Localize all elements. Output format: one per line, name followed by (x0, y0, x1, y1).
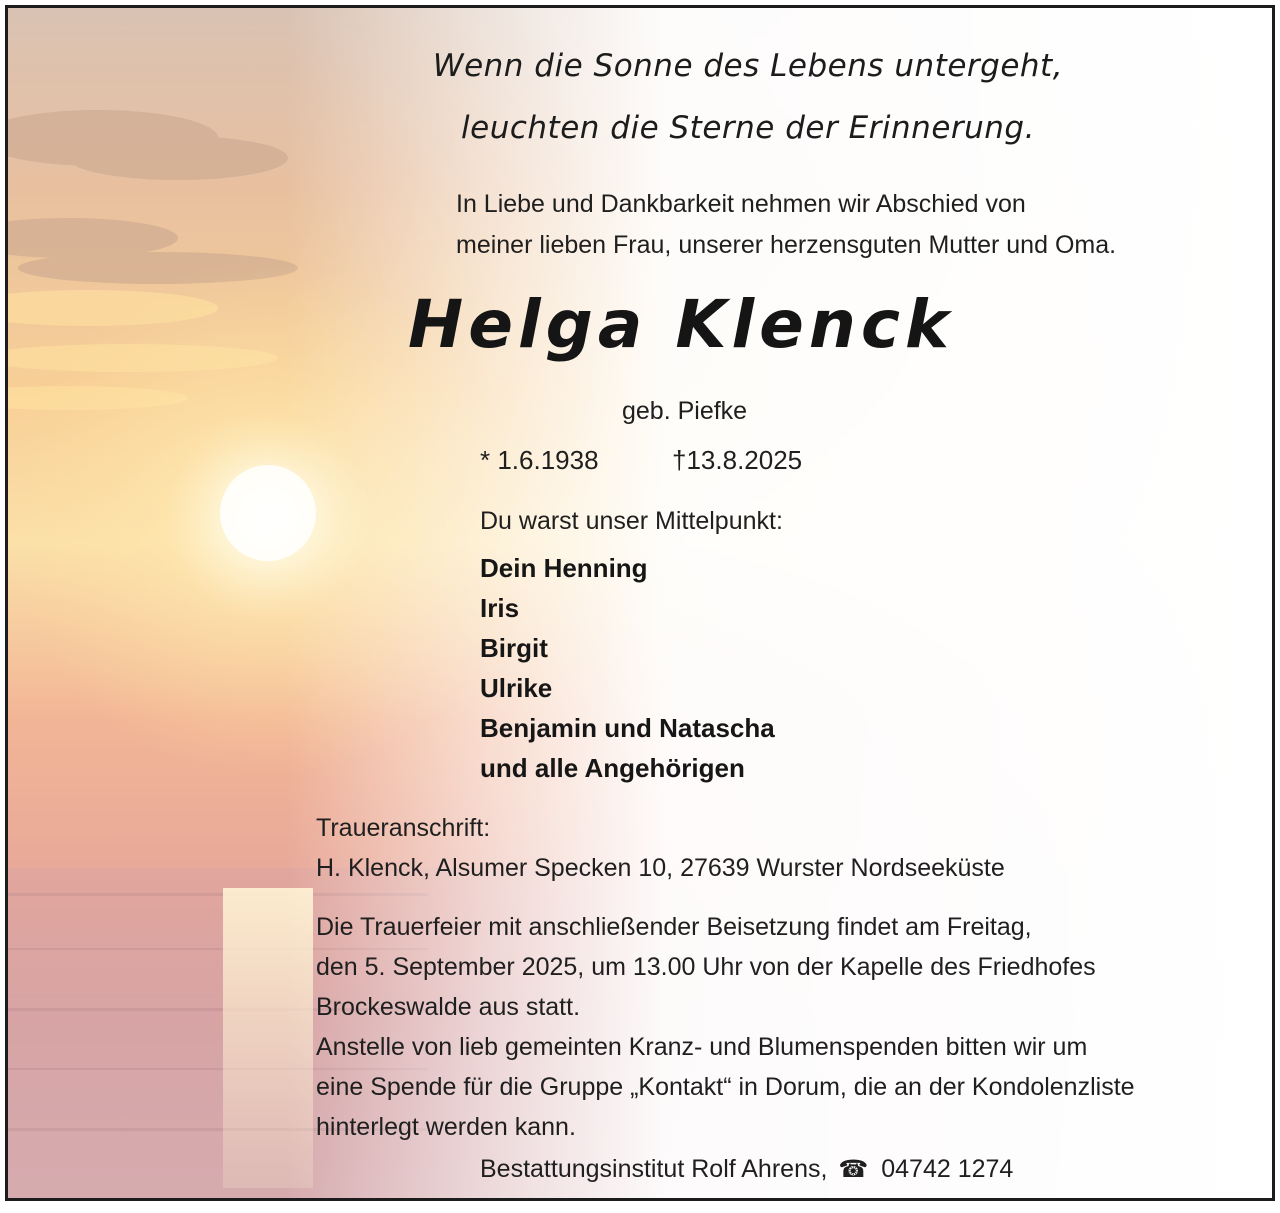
tribute-line: Du warst unser Mittelpunkt: (480, 507, 783, 535)
address-value: H. Klenck, Alsumer Specken 10, 27639 Wurster Nordseeküste (316, 854, 1005, 882)
notice-text (8, 8, 1272, 1198)
undertaker-phone: 04742 1274 (881, 1155, 1014, 1183)
ceremony-info (316, 907, 1135, 1147)
deceased-name: Helga Klenck (408, 286, 954, 363)
birth-date: * 1.6.1938 (480, 445, 599, 475)
mourner: Ulrike (480, 673, 553, 703)
ceremony-line: eine Spende für die Gruppe „Kontakt“ in Dorum, die an der Kondolenzliste (316, 1073, 1135, 1101)
death-date: †13.8.2025 (672, 445, 803, 475)
address-label: Traueranschrift: (316, 814, 491, 842)
telephone-icon: ☎ (838, 1156, 869, 1183)
ceremony-line: hinterlegt werden kann. (316, 1113, 576, 1141)
undertaker-info (480, 1155, 1013, 1184)
mourner: Birgit (480, 633, 548, 663)
ceremony-line: Die Trauerfeier mit anschließender Beisetzung findet am Freitag, (316, 913, 1032, 941)
obituary-notice (5, 5, 1275, 1201)
motto-line-1: Wenn die Sonne des Lebens untergeht, (432, 48, 1064, 84)
undertaker-name: Bestattungsinstitut Rolf Ahrens, (480, 1155, 828, 1183)
mourner: Iris (480, 593, 520, 623)
ceremony-line: Anstelle von lieb gemeinten Kranz- und Blumenspenden bitten wir um (316, 1033, 1088, 1061)
mourning-address (316, 808, 1005, 888)
mourner: und alle Angehörigen (480, 753, 745, 783)
intro-line-2: meiner lieben Frau, unserer herzensguten Mutter und Oma. (456, 231, 1117, 259)
ceremony-line: Brockeswalde aus statt. (316, 993, 581, 1021)
mourner: Benjamin und Natascha (480, 713, 775, 743)
motto-line-2: leuchten die Sterne der Erinnerung. (461, 110, 1035, 146)
intro-line-1: In Liebe und Dankbarkeit nehmen wir Abschied von (456, 190, 1026, 218)
mourner: Dein Henning (480, 553, 648, 583)
mourners-list (480, 548, 775, 788)
maiden-name: geb. Piefke (622, 397, 748, 425)
ceremony-line: den 5. September 2025, um 13.00 Uhr von der Kapelle des Friedhofes (316, 953, 1096, 981)
